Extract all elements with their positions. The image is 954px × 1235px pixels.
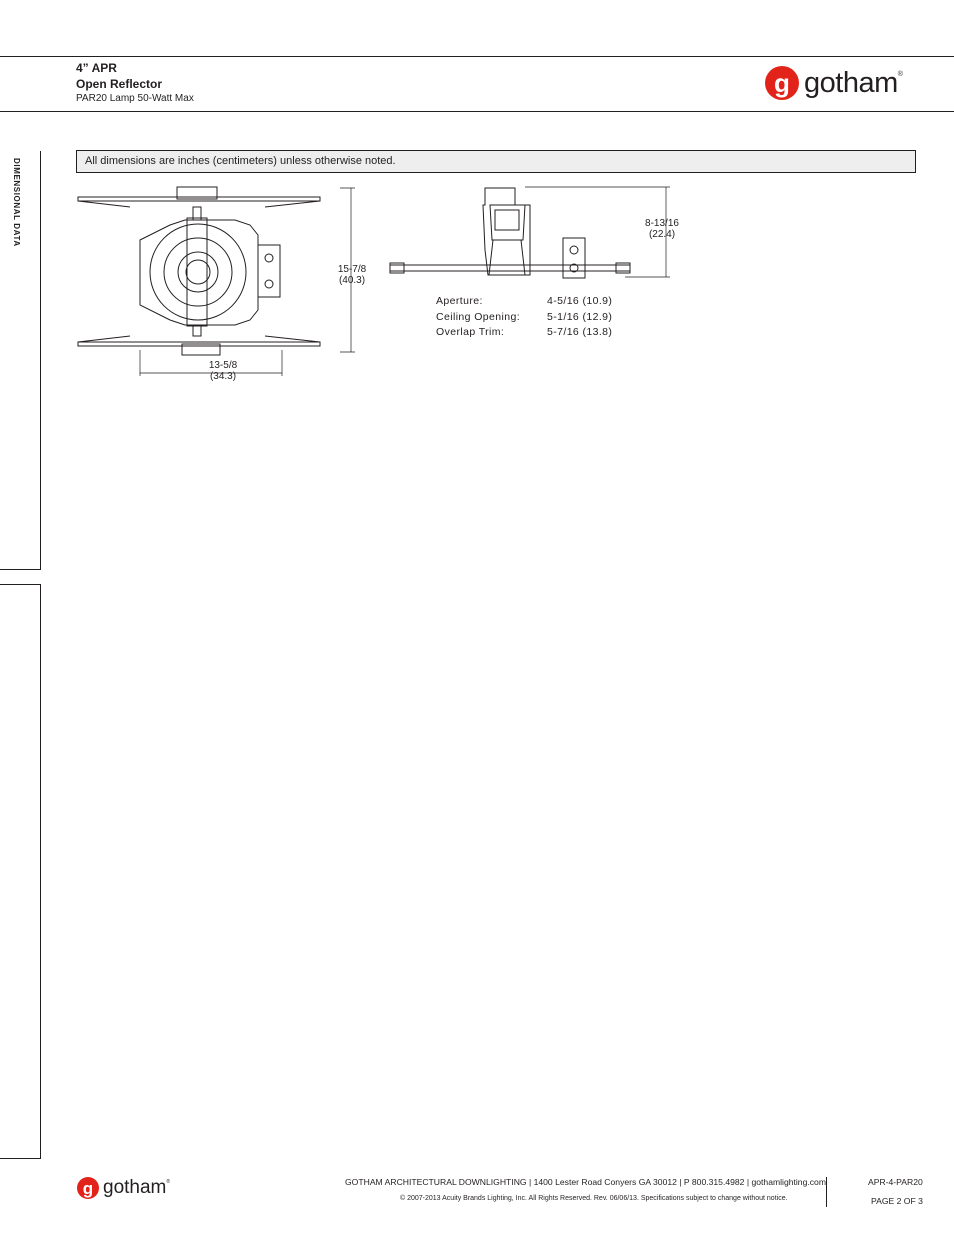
junction-box [258, 245, 280, 297]
spec-table [436, 294, 612, 341]
registered-mark: ® [897, 70, 903, 78]
page-header [76, 60, 194, 106]
frame-plate [140, 220, 258, 325]
plan-height-metric: (40.3) [338, 275, 366, 286]
spec-value: 5-1/16 (12.9) [547, 310, 613, 323]
plan-height-inches: 15-7/8 [337, 264, 367, 275]
footer-product-code: APR-4-PAR20 [868, 1177, 923, 1187]
side-height-metric: (22.4) [648, 229, 676, 240]
product-subtitle-bold: Open Reflector [76, 77, 163, 91]
spec-label: Aperture: [436, 295, 483, 307]
gotham-g-icon: g [765, 66, 799, 100]
plan-view-drawing [70, 180, 370, 390]
spec-row [436, 310, 612, 326]
spec-value: 4-5/16 (10.9) [547, 295, 613, 307]
footer-company-info: GOTHAM ARCHITECTURAL DOWNLIGHTING | 1400 Lester Road Conyers GA 30012 | P 800.315.4982 | gothamlighting.com [345, 1177, 826, 1187]
gotham-g-icon: g [77, 1177, 99, 1199]
side-tab-label: DIMENSIONAL DATA [12, 158, 21, 247]
footer-divider [826, 1177, 827, 1207]
plan-width-metric: (34.3) [209, 371, 237, 382]
spec-row [436, 325, 612, 341]
footer-copyright: © 2007-2013 Acuity Brands Lighting, Inc. All Rights Reserved. Rev. 06/06/13. Specifications subject to change without notice. [400, 1195, 788, 1202]
plan-width-inches: 13-5/8 [208, 360, 238, 371]
registered-mark: ® [166, 1179, 171, 1185]
side-hanger-bar [390, 265, 630, 271]
product-lamp-spec: PAR20 Lamp 50-Watt Max [76, 93, 194, 104]
brand-logo-footer [77, 1177, 170, 1199]
units-note: All dimensions are inches (centimeters) unless otherwise noted. [76, 150, 916, 173]
footer-page-number: PAGE 2 OF 3 [871, 1196, 923, 1206]
side-height-inches: 8-13/16 [645, 218, 679, 229]
plan-height-dimension [330, 264, 374, 286]
header-bottom-rule [0, 111, 954, 112]
spec-row [436, 294, 612, 310]
side-height-dimension [640, 218, 684, 240]
center-bar [187, 218, 207, 326]
spec-label: Ceiling Opening: [436, 310, 521, 323]
brand-wordmark: gotham [103, 1177, 167, 1198]
brand-logo-header [765, 66, 903, 100]
spec-value: 5-7/16 (13.8) [547, 326, 613, 338]
product-title: 4” APR [76, 61, 117, 75]
brand-wordmark: gotham [804, 66, 898, 99]
side-tab-blank [0, 584, 41, 1159]
header-top-rule [0, 56, 954, 57]
plan-width-dimension [201, 360, 245, 382]
spec-label: Overlap Trim: [436, 326, 505, 338]
